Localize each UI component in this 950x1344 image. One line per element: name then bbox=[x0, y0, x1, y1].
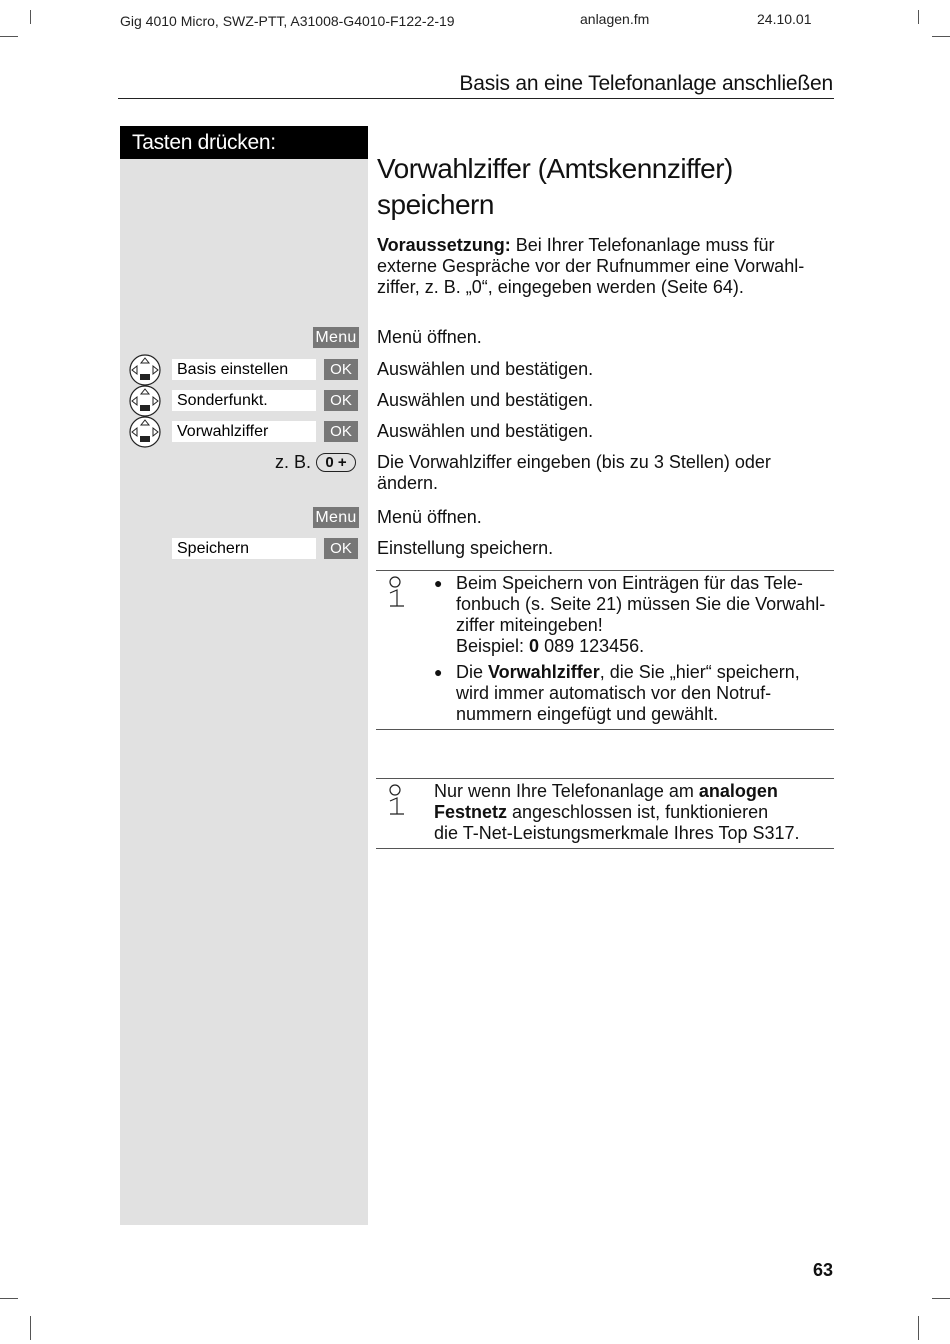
note2-line3: die T-Net-Leistungsmerkmale Ihres Top S317. bbox=[434, 823, 800, 843]
bold-term: Festnetz bbox=[434, 802, 508, 822]
note1-b1-line3: ziffer miteingeben! bbox=[456, 615, 603, 635]
note2-line1 bbox=[434, 781, 778, 802]
step-text-line2: ändern. bbox=[377, 473, 439, 493]
step-text: Menü öffnen. bbox=[377, 327, 482, 347]
bold-term: analogen bbox=[698, 781, 778, 801]
ok-key: OK bbox=[324, 421, 358, 442]
step-text: Auswählen und bestätigen. bbox=[377, 359, 594, 379]
bullet-icon: ● bbox=[434, 575, 443, 591]
crop-mark bbox=[932, 1298, 950, 1299]
example-label: z. B. bbox=[275, 452, 312, 472]
sidebar-heading: Tasten drücken: bbox=[120, 126, 368, 159]
keys-sidebar bbox=[120, 126, 368, 1225]
ok-key: OK bbox=[324, 538, 358, 559]
header-rule bbox=[118, 98, 834, 99]
digit-key-zero-plus: 0 + bbox=[316, 453, 356, 472]
display-basis-einstellen: Basis einstellen bbox=[172, 359, 316, 380]
crop-mark bbox=[0, 36, 18, 37]
nav-key-icon bbox=[128, 385, 162, 417]
page-number: 63 bbox=[812, 1260, 833, 1280]
menu-key: Menu bbox=[313, 507, 359, 528]
display-sonderfunkt: Sonderfunkt. bbox=[172, 390, 316, 411]
text: Nur wenn Ihre Telefonanlage am bbox=[434, 781, 699, 801]
note1-b2-line1 bbox=[456, 662, 800, 683]
text: angeschlossen ist, funktionieren bbox=[507, 802, 769, 822]
prereq-text: Bei Ihrer Telefonanlage muss für bbox=[510, 235, 775, 255]
step-text: Einstellung speichern. bbox=[377, 538, 554, 558]
example-prefix: 0 bbox=[529, 636, 540, 656]
note1-b1-line1: Beim Speichern von Einträgen für das Tele- bbox=[456, 573, 803, 593]
note1-b2-line3: nummern eingefügt und gewählt. bbox=[456, 704, 719, 724]
step-text: Auswählen und bestätigen. bbox=[377, 421, 594, 441]
info-icon bbox=[385, 784, 407, 818]
prereq-line2: externe Gespräche vor der Rufnummer eine Vorwahl- bbox=[377, 256, 805, 276]
example-number: 089 123456. bbox=[539, 636, 645, 656]
display-vorwahlziffer: Vorwahlziffer bbox=[172, 421, 316, 442]
menu-key: Menu bbox=[313, 327, 359, 348]
text: , die Sie „hier“ speichern, bbox=[599, 662, 800, 682]
doc-id: Gig 4010 Micro, SWZ-PTT, A31008-G4010-F122-2-19 bbox=[120, 13, 455, 29]
note-bottom-rule bbox=[376, 729, 834, 730]
prereq-label: Voraussetzung: bbox=[377, 235, 511, 255]
note-bottom-rule bbox=[376, 848, 834, 849]
note-top-rule bbox=[376, 570, 834, 571]
note1-b1-line2: fonbuch (s. Seite 21) müssen Sie die Vorwahl- bbox=[456, 594, 826, 614]
page-title-line2: speichern bbox=[377, 189, 494, 220]
example-label: Beispiel: bbox=[456, 636, 530, 656]
ok-key: OK bbox=[324, 390, 358, 411]
prereq-line3: ziffer, z. B. „0“, eingegeben werden (Seite 64). bbox=[377, 277, 744, 297]
bold-term: Vorwahlziffer bbox=[488, 662, 600, 682]
bullet-icon: ● bbox=[434, 664, 443, 680]
page-title-line1: Vorwahlziffer (Amtskennziffer) bbox=[377, 153, 733, 184]
nav-key-icon bbox=[128, 354, 162, 386]
step-text: Auswählen und bestätigen. bbox=[377, 390, 594, 410]
crop-mark bbox=[30, 10, 31, 24]
nav-key-icon bbox=[128, 416, 162, 448]
info-icon bbox=[385, 576, 407, 610]
display-speichern: Speichern bbox=[172, 538, 316, 559]
file-name: anlagen.fm bbox=[580, 11, 650, 27]
note-top-rule bbox=[376, 778, 834, 779]
crop-mark bbox=[918, 1316, 919, 1340]
section-title: Basis an eine Telefonanlage anschließen bbox=[459, 72, 833, 95]
step-text-line1: Die Vorwahlziffer eingeben (bis zu 3 Stellen) oder bbox=[377, 452, 771, 472]
crop-mark bbox=[918, 10, 919, 24]
ok-key: OK bbox=[324, 359, 358, 380]
text: Die bbox=[456, 662, 489, 682]
crop-mark bbox=[30, 1316, 31, 1340]
note1-b1-example bbox=[456, 636, 644, 657]
prereq-line1 bbox=[377, 235, 775, 256]
doc-date: 24.10.01 bbox=[757, 11, 812, 27]
crop-mark bbox=[0, 1298, 18, 1299]
crop-mark bbox=[932, 36, 950, 37]
step-text: Menü öffnen. bbox=[377, 507, 482, 527]
note2-line2 bbox=[434, 802, 768, 823]
note1-b2-line2: wird immer automatisch vor den Notruf- bbox=[456, 683, 772, 703]
